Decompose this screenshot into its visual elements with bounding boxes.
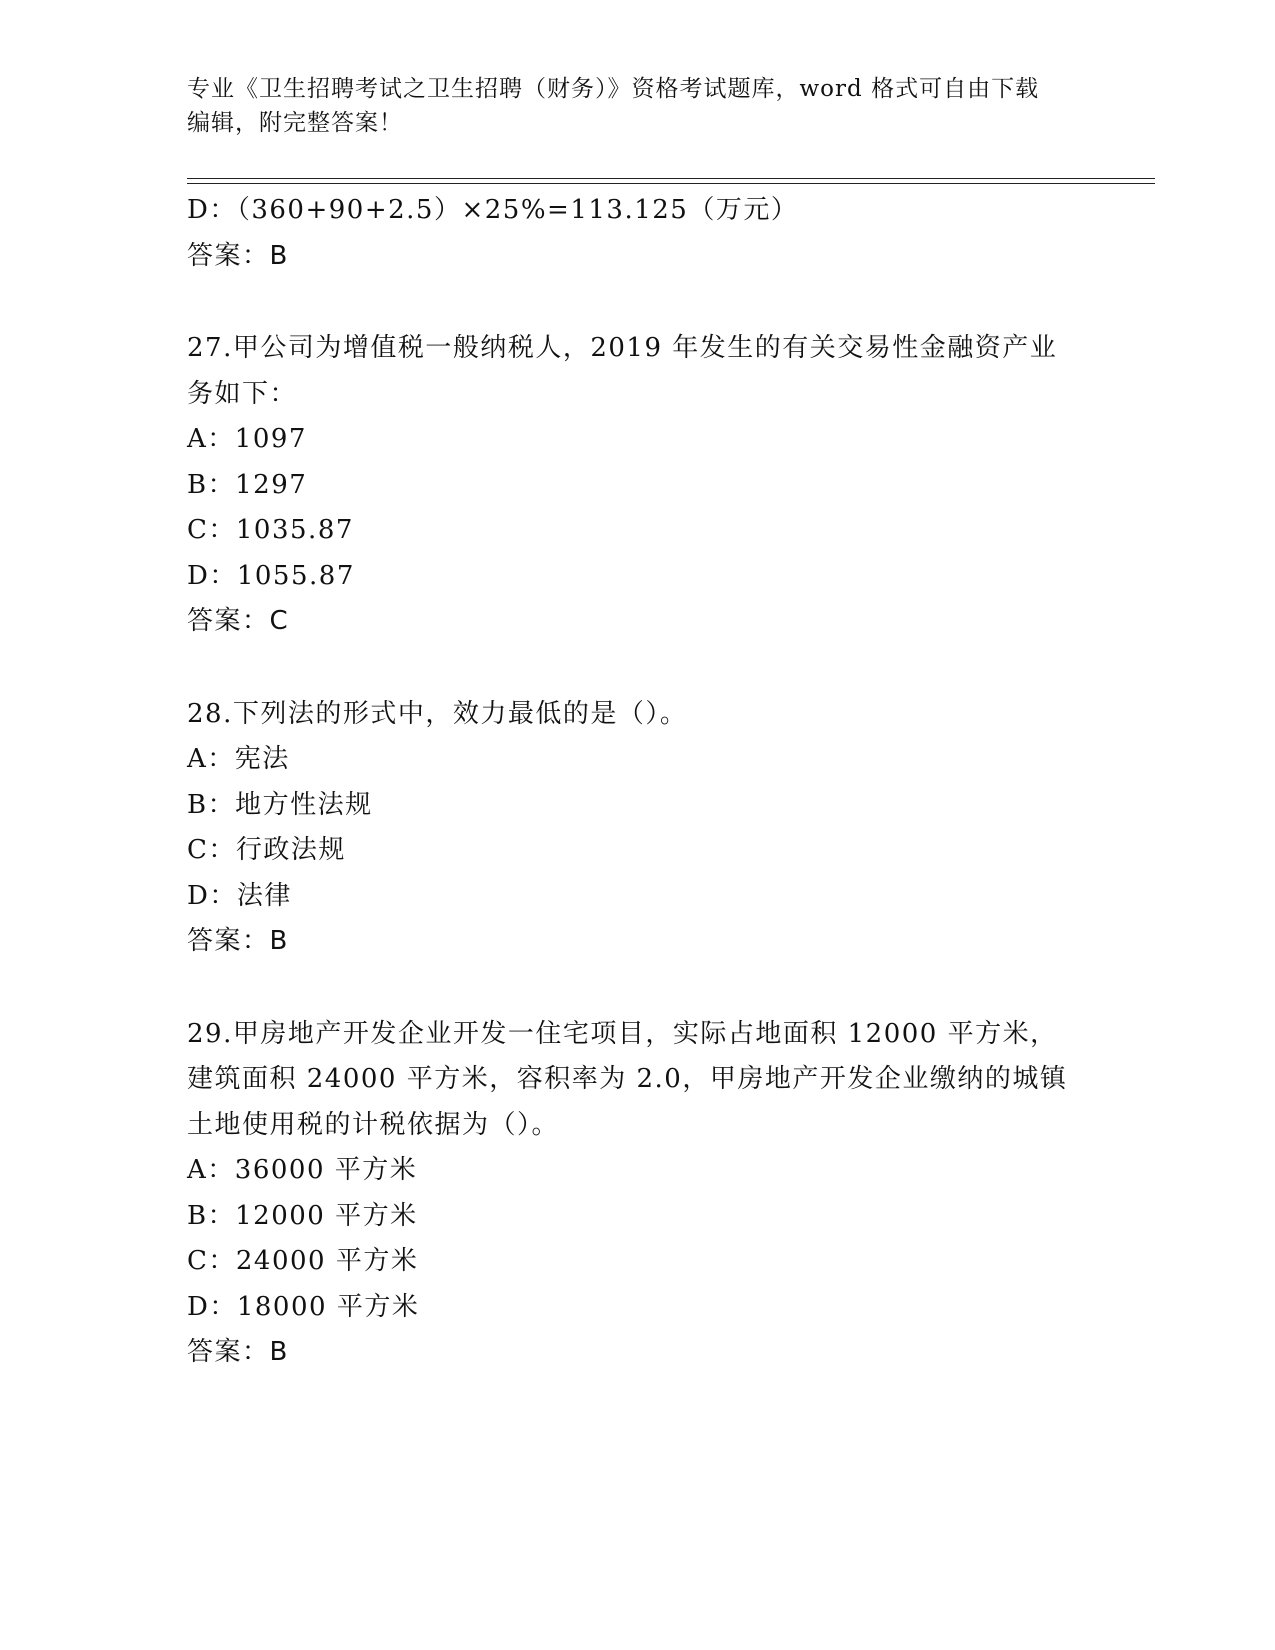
option-d: D：法律 (187, 880, 292, 911)
answer: 答案：B (187, 240, 289, 271)
spacer (187, 645, 1117, 692)
answer: 答案：B (187, 1337, 289, 1367)
option-d: D：18000 平方米 (187, 1291, 420, 1322)
option-a: A：36000 平方米 (187, 1155, 418, 1185)
document-body (187, 188, 1117, 1376)
question-stem-line: 务如下： (187, 378, 298, 409)
question-stem-line: 28.下列法的形式中，效力最低的是（）。 (187, 698, 688, 729)
question-28 (187, 692, 1117, 965)
option-d: D：（360+90+2.5）×25%=113.125（万元） (187, 195, 799, 225)
option-c: C：24000 平方米 (187, 1246, 419, 1276)
option-a: A：宪法 (187, 744, 290, 774)
question-stem-line: 土地使用税的计税依据为（）。 (187, 1109, 560, 1140)
header-line-1: 专业《卫生招聘考试之卫生招聘（财务）》资格考试题库，word 格式可自由下载 (187, 76, 1040, 102)
option-d: D：1055.87 (187, 560, 355, 591)
question-stem-line: 29.甲房地产开发企业开发一住宅项目，实际占地面积 12000 平方米， (187, 1018, 1058, 1049)
question-27 (187, 326, 1117, 645)
spacer (187, 279, 1117, 326)
header-line-2: 编辑，附完整答案！ (187, 110, 403, 136)
option-b: B：12000 平方米 (187, 1200, 418, 1231)
option-c: C：行政法规 (187, 835, 346, 865)
answer: 答案：B (187, 926, 289, 956)
option-a: A：1097 (187, 424, 307, 454)
option-b: B：地方性法规 (187, 789, 373, 820)
header-divider-bottom (187, 183, 1155, 184)
spacer (187, 965, 1117, 1012)
question-stem-line: 建筑面积 24000 平方米，容积率为 2.0，甲房地产开发企业缴纳的城镇 (187, 1064, 1068, 1094)
header-divider-top (187, 178, 1155, 179)
document-header (187, 72, 1087, 140)
question-stem-line: 27.甲公司为增值税一般纳税人，2019 年发生的有关交易性金融资产业 (187, 333, 1058, 363)
option-b: B：1297 (187, 469, 308, 500)
option-c: C：1035.87 (187, 515, 354, 545)
answer: 答案：C (187, 606, 290, 636)
question-29 (187, 1012, 1117, 1376)
previous-question-tail (187, 188, 1117, 279)
